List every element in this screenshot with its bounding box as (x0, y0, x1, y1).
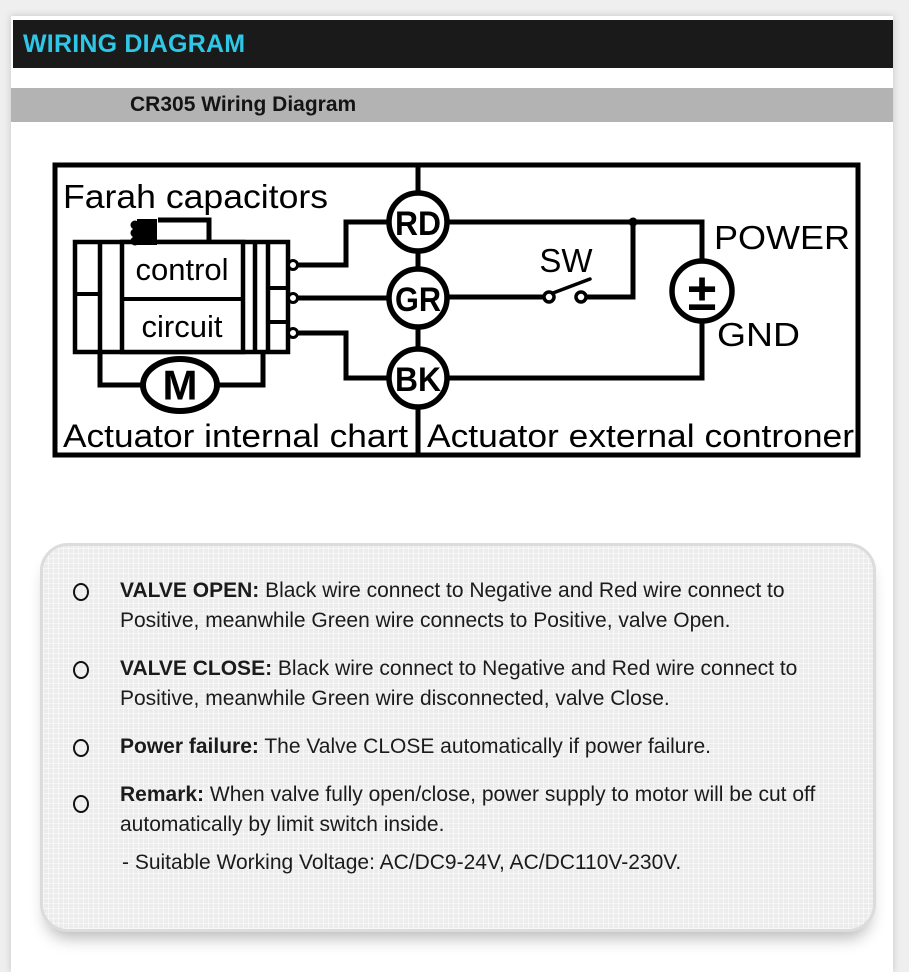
bk-label: BK (395, 361, 442, 399)
note-lead: VALVE CLOSE: (120, 657, 273, 680)
subsection-bar (11, 88, 893, 122)
note-lead: Power failure: (120, 735, 259, 758)
external-controller-label: Actuator external controner (427, 418, 855, 454)
note-body: The Valve CLOSE automatically if power failure. (258, 735, 711, 758)
page-card (11, 16, 893, 972)
note-text (120, 654, 825, 714)
gnd-label: GND (717, 316, 800, 353)
wiring-diagram-svg (50, 158, 862, 460)
note-lead: VALVE OPEN: (120, 579, 260, 602)
bullet-circle-icon (73, 661, 89, 679)
power-label: POWER (714, 219, 850, 256)
bullet-circle-icon (73, 795, 89, 813)
bullet-circle-icon (73, 583, 89, 601)
voltage-footnote: - Suitable Working Voltage: AC/DC9-24V, AC/DC110V-230V. (122, 851, 682, 874)
control-label: control (135, 252, 229, 287)
bullet-circle-icon (73, 739, 89, 757)
note-valve-open (73, 576, 848, 636)
note-text (120, 732, 711, 762)
wiring-diagram (50, 158, 862, 460)
note-valve-close (73, 654, 848, 714)
wire-junction-dot (629, 218, 638, 227)
note-power-failure (73, 732, 848, 762)
sw-label: SW (539, 242, 593, 279)
page-title: WIRING DIAGRAM (23, 29, 246, 58)
note-body: Black wire connect to Negative and Red wire connect to Positive, meanwhile Green wire disconnected, valve Close. (120, 657, 798, 710)
rd-label: RD (395, 205, 441, 243)
note-body: Black wire connect to Negative and Red wire connect to Positive, meanwhile Green wire connects to Positive, valve Open. (120, 579, 785, 632)
plus-minus-label: ± (687, 264, 717, 322)
note-lead: Remark: (120, 783, 205, 806)
note-body: When valve fully open/close, power supply to motor will be cut off automatically by limit switch inside. (120, 783, 816, 836)
gr-label: GR (395, 281, 441, 319)
power-source-symbol (672, 261, 732, 322)
circuit-label: circuit (141, 309, 223, 344)
motor-label: M (162, 361, 198, 409)
farah-capacitors-label: Farah capacitors (63, 178, 328, 215)
note-remark (73, 780, 848, 840)
diagram-subtitle: CR305 Wiring Diagram (130, 93, 357, 116)
internal-chart-label: Actuator internal chart (63, 418, 409, 454)
note-text (120, 576, 825, 636)
section-header-bar (13, 20, 893, 68)
note-text (120, 780, 825, 840)
wire-color-nodes (389, 193, 447, 407)
